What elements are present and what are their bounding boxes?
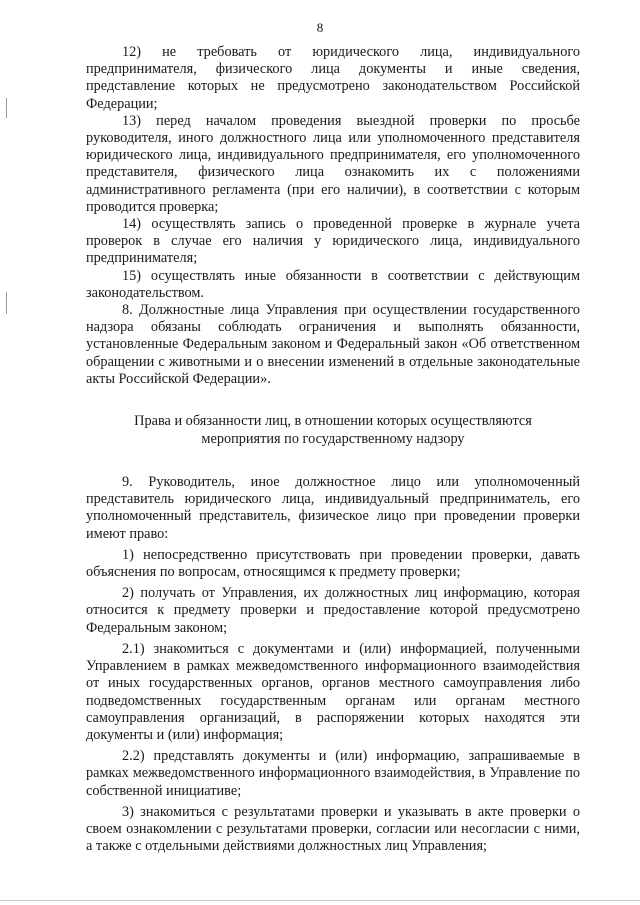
scan-margin-mark (6, 292, 7, 314)
section-heading-line: мероприятия по государственному надзору (201, 431, 465, 448)
paragraph-clause-9: 9. Руководитель, иное должностное лицо или уполномоченный представитель юридического лица, индивидуальный предприниматель, его уполномоченный представитель, физическое лицо при проведении проверки имеют право: (86, 474, 580, 542)
paragraph-right-2-2: 2.2) представлять документы и (или) информацию, запрашиваемые в рамках межведомственного информационного взаимодействия, в Управление по собственной инициативе; (86, 748, 580, 799)
paragraph-item-13: 13) перед началом проведения выездной проверки по просьбе руководителя, иного должностного лица или уполномоченного представителя юридического лица, индивидуального предпринимателя, его уполномоченного представителя, физического лица ознакомить их с положениями административного регламента (при его наличии), в соответствии с которым проводится проверка; (86, 112, 580, 215)
section-heading-line: Права и обязанности лиц, в отношении которых осуществляются (134, 413, 532, 430)
scan-margin-mark (6, 98, 7, 118)
paragraph-item-14: 14) осуществлять запись о проведенной проверке в журнале учета проверок в случае его наличия у юридического лица, индивидуального предпринимателя; (86, 216, 580, 267)
paragraph-right-2-1: 2.1) знакомиться с документами и (или) информацией, полученными Управлением в рамках межведомственного информационного взаимодействия от иных государственных органов, органов местного самоуправления либо подведомственных государственным органам или органам местного самоуправления организаций, в распоряжении которых находятся эти документы и (или) информация; (86, 640, 580, 743)
paragraph-item-15: 15) осуществлять иные обязанности в соответствии с действующим законодательством. (86, 267, 580, 301)
page-number: 8 (316, 20, 324, 35)
paragraph-right-3: 3) знакомиться с результатами проверки и указывать в акте проверки о своем ознакомлении с результатами проверки, согласии или несогласии с ними, а также с отдельными действиями должностных лиц Управления; (86, 803, 580, 855)
scan-bottom-edge (0, 900, 640, 901)
document-body (86, 44, 580, 855)
paragraph-clause-8: 8. Должностные лица Управления при осуществлении государственного надзора обязаны соблюдать ограничения и выполнять обязанности, установленные Федеральным законом и Федеральный закон «Об ответственном обращении с животными и о внесении изменений в отдельные законодательные акты Российской Федерации». (86, 302, 580, 387)
paragraph-right-1: 1) непосредственно присутствовать при проведении проверки, давать объяснения по вопросам, относящимся к предмету проверки; (86, 546, 580, 581)
paragraph-right-2: 2) получать от Управления, их должностных лиц информацию, которая относится к предмету проверки и предоставление которой предусмотрено Федеральным законом; (86, 585, 580, 636)
paragraph-item-12: 12) не требовать от юридического лица, индивидуального предпринимателя, физического лица документы и иные сведения, представление которых не предусмотрено законодательством Российской Федерации; (86, 44, 580, 112)
section-heading (110, 412, 556, 448)
